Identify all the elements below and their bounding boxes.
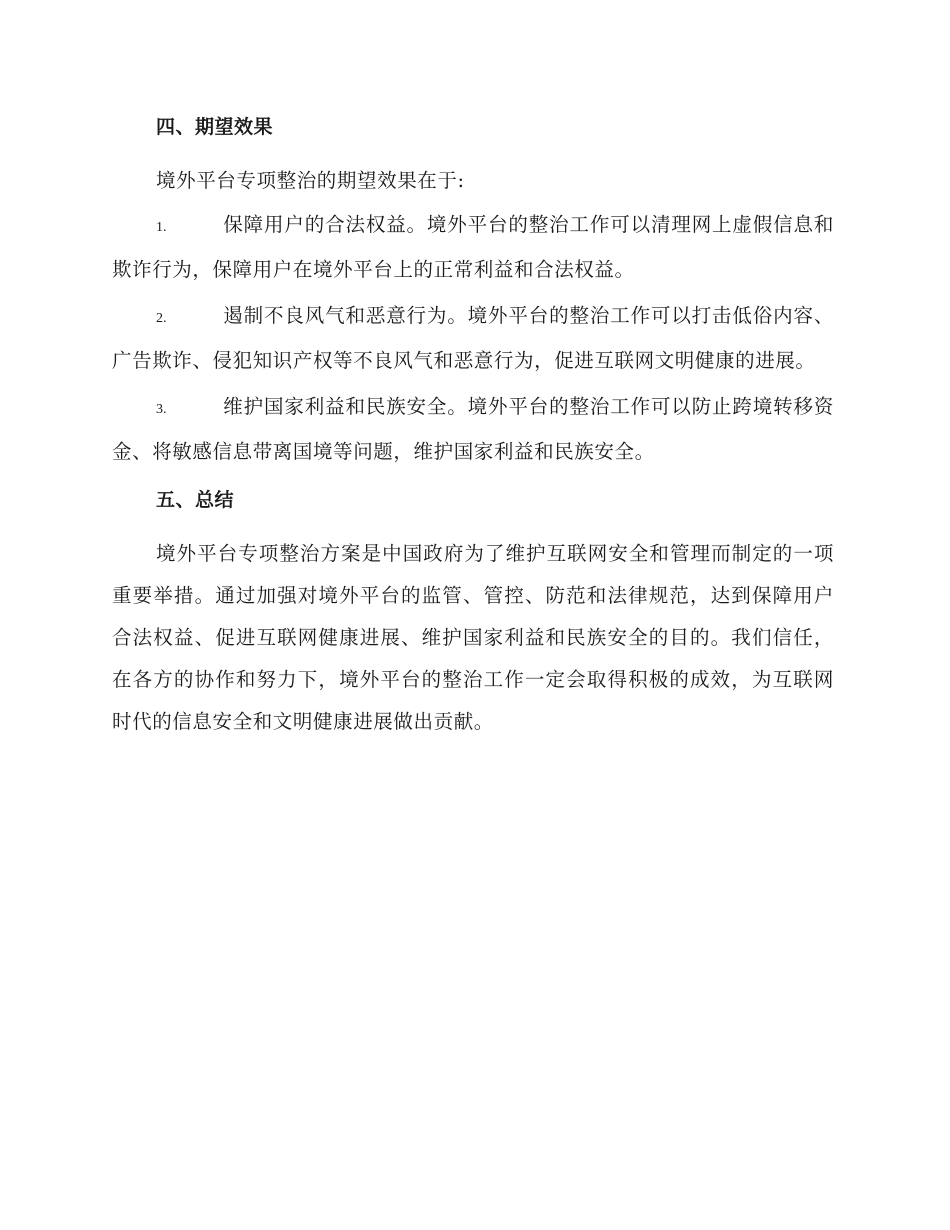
section-heading-expected-effects: 四、期望效果 [156, 116, 274, 138]
list-item-number: 2. [156, 311, 167, 326]
list-item-text: 遏制不良风气和恶意行为。境外平台的整治工作可以打击低俗内容、广告欺诈、侵犯知识产权等不良风气和恶意行为，促进互联网文明健康的进展。 [112, 304, 834, 372]
list-item-text: 维护国家利益和民族安全。境外平台的整治工作可以防止跨境转移资金、将敏感信息带离国境等问题，维护国家利益和民族安全。 [112, 395, 834, 463]
list-item [112, 386, 834, 473]
list-item [112, 204, 834, 291]
list-item-text: 保障用户的合法权益。境外平台的整治工作可以清理网上虚假信息和欺诈行为，保障用户在境外平台上的正常利益和合法权益。 [112, 213, 834, 281]
section-heading-summary: 五、总结 [156, 489, 235, 511]
list-item-number: 1. [156, 220, 167, 235]
section-intro: 境外平台专项整治的期望效果在于: [156, 169, 465, 192]
document-body [112, 110, 834, 745]
list-item [112, 295, 834, 382]
summary-paragraph: 境外平台专项整治方案是中国政府为了维护互联网安全和管理而制定的一项重要举措。通过加强对境外平台的监管、管控、防范和法律规范，达到保障用户合法权益、促进互联网健康进展、维护国家利益和民族安全的目的。我们信任，在各方的协作和努力下，境外平台的整治工作一定会取得积极的成效，为互联网时代的信息安全和文明健康进展做出贡献。 [112, 542, 834, 733]
list-item-number: 3. [156, 402, 167, 417]
